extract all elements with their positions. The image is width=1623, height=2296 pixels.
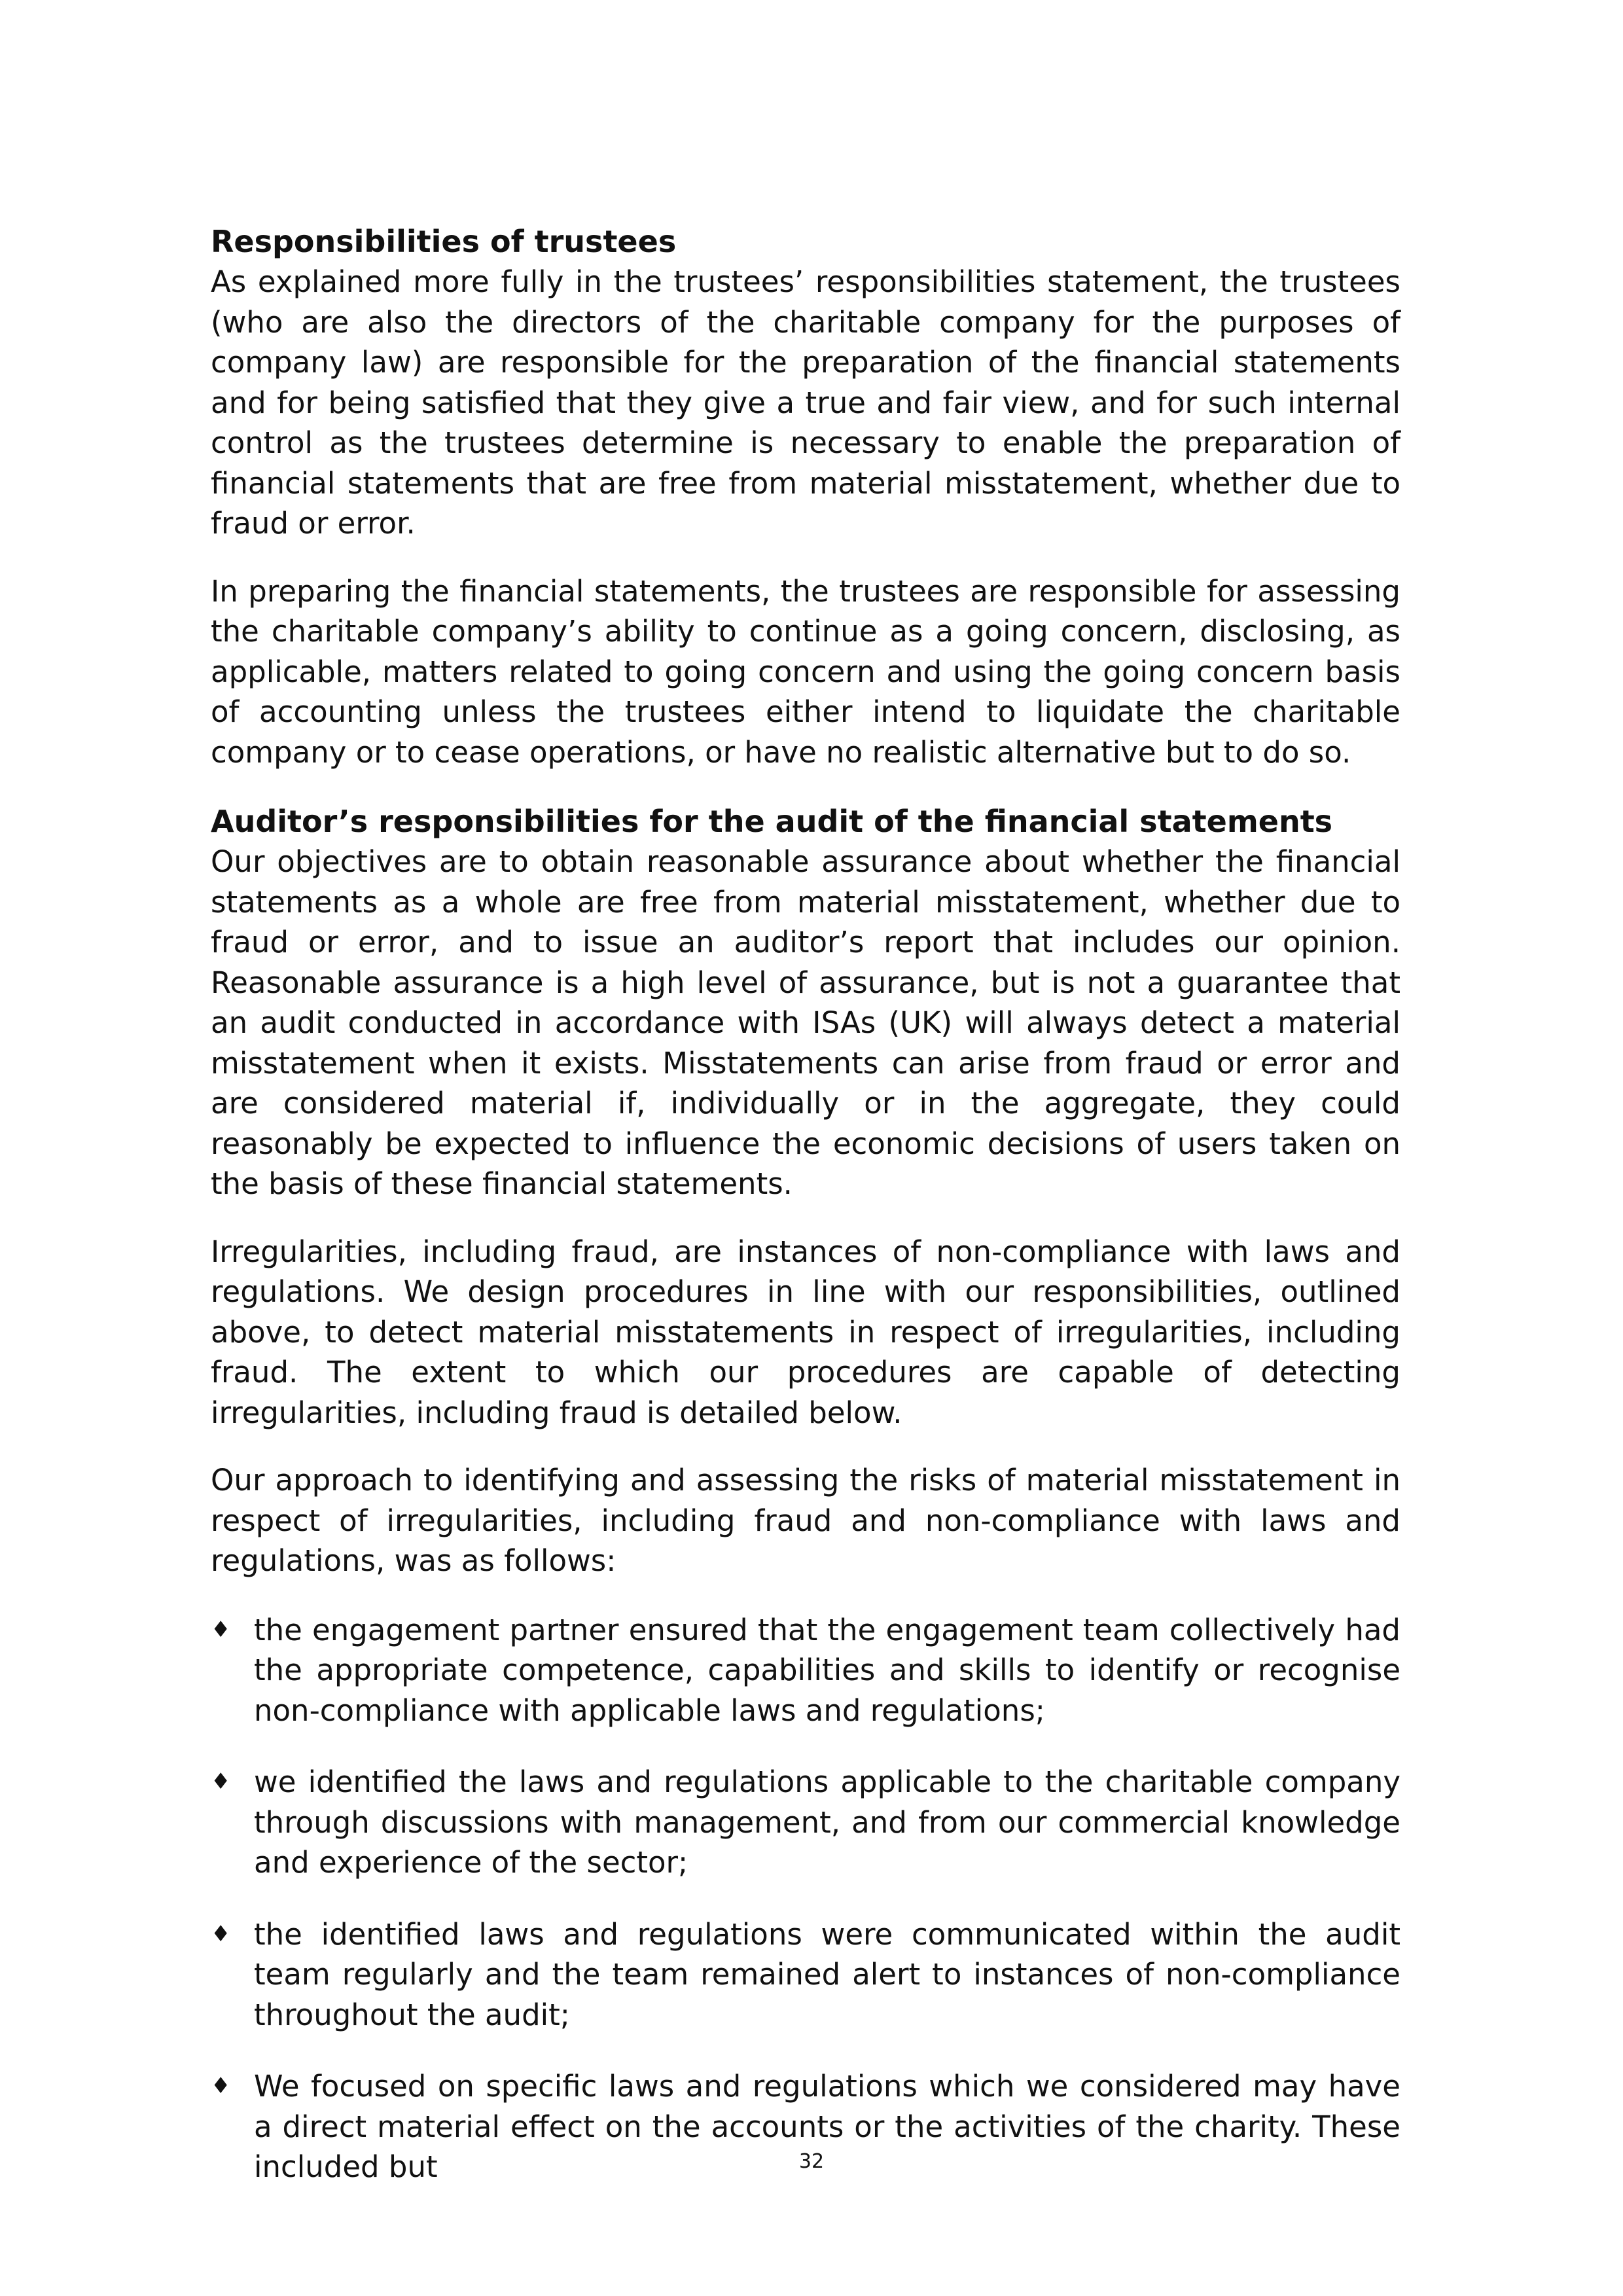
diamond-bullet-icon: ♦	[211, 2073, 231, 2099]
diamond-bullet-icon: ♦	[211, 1616, 231, 1643]
paragraph-irregularities: Irregularities, including fraud, are instances of non-compliance with laws and regulations. We design procedures in line with our responsibilities, outlined above, to detect material misstatements in respect of irregularities, including fraud. The extent to which our procedures are capable of detecting irregularities, including fraud is detailed below.	[211, 1234, 1400, 1430]
paragraph-audit-objectives: Our objectives are to obtain reasonable assurance about whether the financial statements as a whole are free from material misstatement, whether due to fraud or error, and to issue an auditor’s report that includes our opinion. Reasonable assurance is a high level of assurance, but is not a guarantee that an audit conducted in accordance with ISAs (UK) will always detect a material misstatement when it exists. Misstatements can arise from fraud or error and are considered material if, individually or in the aggregate, they could reasonably be expected to influence the economic decisions of users taken on the basis of these financial statements.	[211, 844, 1400, 1201]
list-item	[211, 1762, 1400, 1883]
bullet-text: the identified laws and regulations were communicated within the audit team regularly and the team remained alert to instances of non-compliance throughout the audit;	[254, 1916, 1400, 2032]
paragraph-approach: Our approach to identifying and assessing the risks of material misstatement in respect of irregularities, including fraud and non-compliance with laws and regulations, was as follows:	[211, 1463, 1400, 1578]
paragraph-going-concern: In preparing the financial statements, the trustees are responsible for assessing the charitable company’s ability to continue as a going concern, disclosing, as applicable, matters related to going concern and using the going concern basis of accounting unless the trustees either intend to liquidate the charitable company or to cease operations, or have no realistic alternative but to do so.	[211, 573, 1400, 770]
procedures-bullet-list	[211, 1610, 1400, 2187]
bullet-text: We focused on specific laws and regulations which we considered may have a direct material effect on the accounts or the activities of the charity. These included but	[254, 2069, 1400, 2184]
paragraph-trustees-responsibilities: As explained more fully in the trustees’ responsibilities statement, the trustees (who are also the directors of the charitable company for the purposes of company law) are responsible for the preparation of the financial statements and for being satisfied that they give a true and fair view, and for such internal control as the trustees determine is necessary to enable the preparation of financial statements that are free from material misstatement, whether due to fraud or error.	[211, 264, 1400, 541]
list-item	[211, 1914, 1400, 2036]
page-number: 32	[798, 2150, 825, 2173]
heading-auditors-responsibilities: Auditor’s responsibilities for the audit of the financial statements	[211, 804, 1333, 839]
bullet-text: we identified the laws and regulations applicable to the charitable company through discussions with management, and from our commercial knowledge and experience of the sector;	[254, 1765, 1400, 1880]
document-page	[211, 221, 1400, 2219]
diamond-bullet-icon: ♦	[211, 1768, 231, 1795]
diamond-bullet-icon: ♦	[211, 1920, 231, 1947]
list-item	[211, 1610, 1400, 1731]
heading-responsibilities-of-trustees: Responsibilities of trustees	[211, 224, 677, 259]
bullet-text: the engagement partner ensured that the engagement team collectively had the appropriate competence, capabilities and skills to identify or recognise non-compliance with applicable laws and regulations;	[254, 1612, 1400, 1728]
